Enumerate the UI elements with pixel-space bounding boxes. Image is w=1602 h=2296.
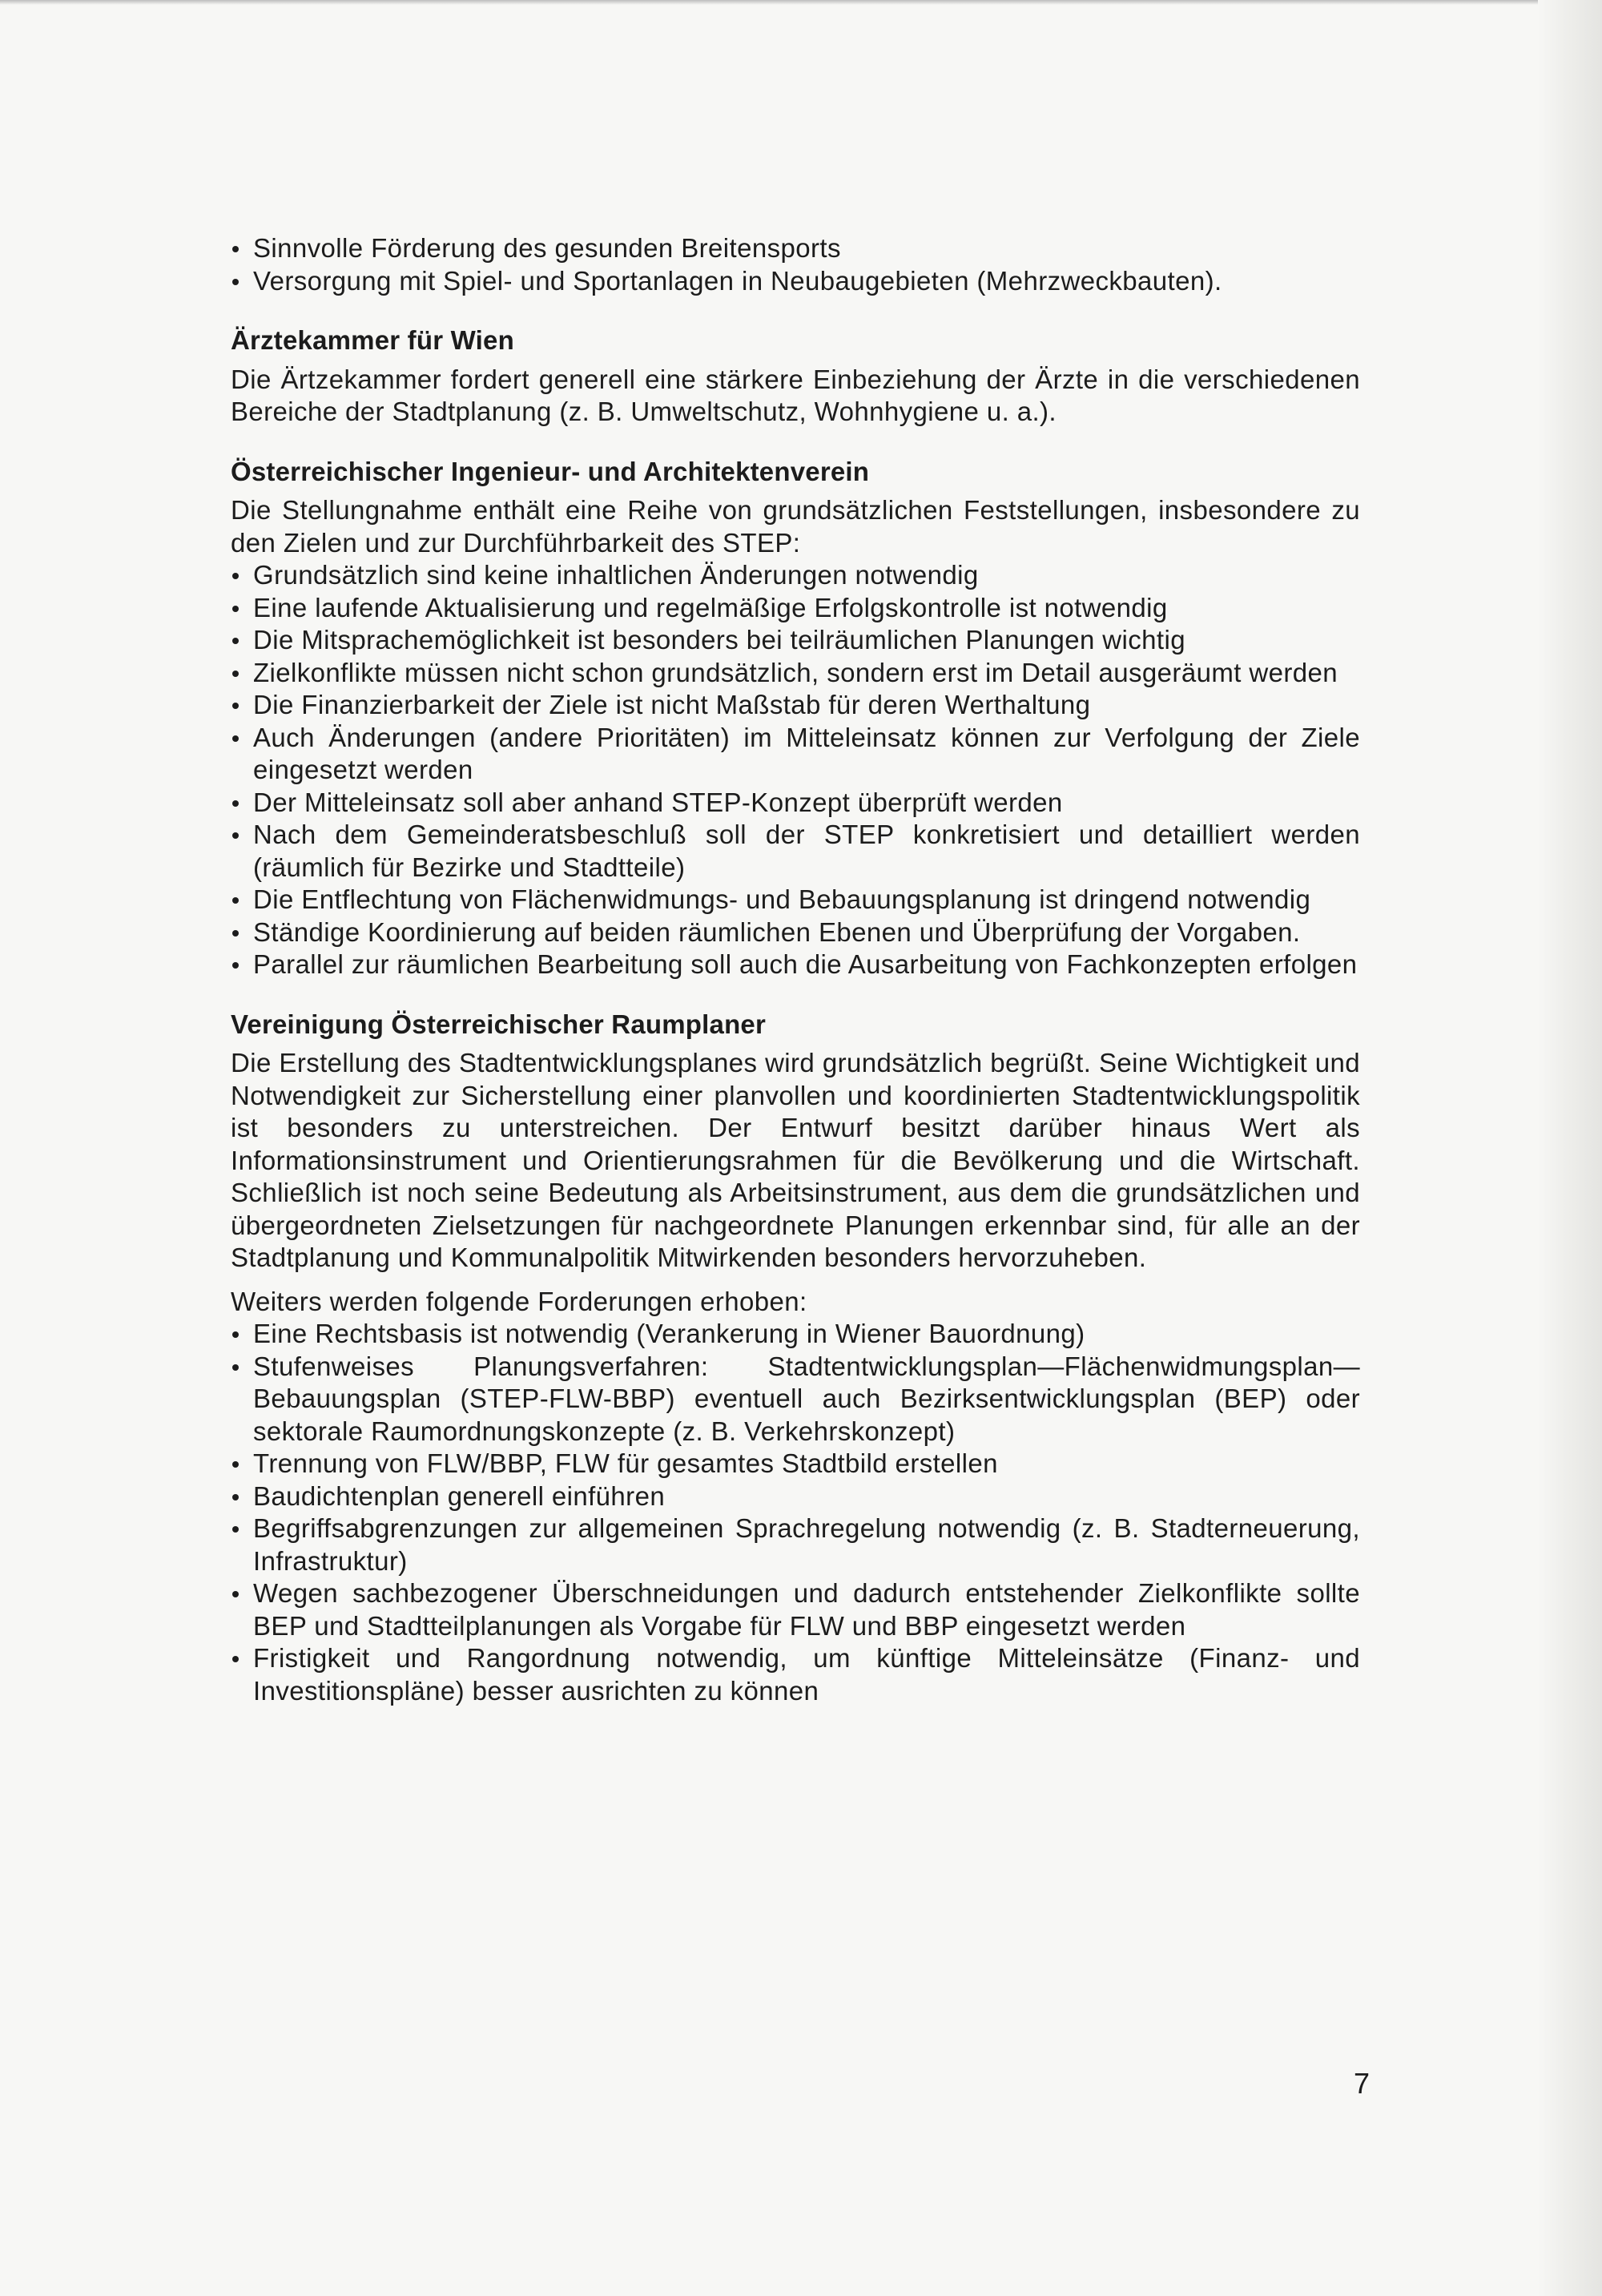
list-item: Die Mitsprachemöglichkeit ist besonders bei teilräumlichen Planungen wichtig — [231, 624, 1360, 657]
intro-bullet-list — [231, 232, 1360, 297]
list-item: Eine Rechtsbasis ist notwendig (Verankerung in Wiener Bauordnung) — [231, 1318, 1360, 1351]
list-item: Fristigkeit und Rangordnung notwendig, um künftige Mitteleinsätze (Finanz- und Investitionspläne) besser ausrichten zu können — [231, 1642, 1360, 1707]
list-item: Grundsätzlich sind keine inhaltlichen Änderungen notwendig — [231, 559, 1360, 592]
list-item: Die Finanzierbarkeit der Ziele ist nicht Maßstab für deren Werthaltung — [231, 689, 1360, 722]
section-heading-oiav: Österreichischer Ingenieur- und Architektenverein — [231, 456, 870, 486]
list-item: Zielkonflikte müssen nicht schon grundsätzlich, sondern erst im Detail ausgeräumt werden — [231, 657, 1360, 690]
oiav-bullet-list — [231, 559, 1360, 981]
list-item: Die Entflechtung von Flächenwidmungs- und Bebauungsplanung ist dringend notwendig — [231, 884, 1360, 916]
list-item: Ständige Koordinierung auf beiden räumlichen Ebenen und Überprüfung der Vorgaben. — [231, 916, 1360, 949]
list-item: Auch Änderungen (andere Prioritäten) im Mitteleinsatz können zur Verfolgung der Ziele eingesetzt werden — [231, 722, 1360, 787]
page-edge — [0, 0, 1602, 5]
list-item: Nach dem Gemeinderatsbeschluß soll der STEP konkretisiert und detailliert werden (räumlich für Bezirke und Stadtteile) — [231, 819, 1360, 884]
raumplaner-bullet-list — [231, 1318, 1360, 1707]
page-number: 7 — [1353, 2067, 1370, 2100]
document-body — [231, 232, 1360, 1707]
list-item: Der Mitteleinsatz soll aber anhand STEP-Konzept überprüft werden — [231, 787, 1360, 820]
list-item: Parallel zur räumlichen Bearbeitung soll auch die Ausarbeitung von Fachkonzepten erfolgen — [231, 949, 1360, 981]
list-item: Stufenweises Planungsverfahren: Stadtentwicklungsplan—Flächenwidmungsplan—Bebauungsplan (STEP-FLW-BBP) eventuell auch Bezirksentwicklungsplan (BEP) oder sektorale Raumordnungskonzepte (z. B. Verkehrskonzept) — [231, 1351, 1360, 1448]
section-paragraph: Weiters werden folgende Forderungen erhoben: — [231, 1286, 807, 1316]
section-paragraph: Die Ärtzekammer fordert generell eine stärkere Einbeziehung der Ärzte in die verschiedenen Bereiche der Stadtplanung (z. B. Umweltschutz, Wohnhygiene u. a.). — [231, 364, 1360, 426]
list-item: Eine laufende Aktualisierung und regelmäßige Erfolgskontrolle ist notwendig — [231, 592, 1360, 625]
section-paragraph: Die Stellungnahme enthält eine Reihe von grundsätzlichen Feststellungen, insbesondere zu den Zielen und zur Durchführbarkeit des STEP: — [231, 495, 1360, 558]
section-heading-aerztekammer: Ärztekammer für Wien — [231, 325, 514, 355]
section-paragraph: Die Erstellung des Stadtentwicklungsplanes wird grundsätzlich begrüßt. Seine Wichtigkeit und Notwendigkeit zur Sicherstellung einer planvollen und koordinierten Stadtentwicklungspolitik ist besonders zu unterstreichen. Der Entwurf besitzt darüber hinaus Wert als Informationsinstrument und Orientierungsrahmen für die Bevölkerung und die Wirtschaft. Schließlich ist noch seine Bedeutung als Arbeitsinstrument, aus dem die grundsätzlichen und übergeordneten Zielsetzungen für nachgeordnete Planungen erkennbar sind, für alle an der Stadtplanung und Kommunalpolitik Mitwirkenden besonders hervorzuheben. — [231, 1048, 1360, 1272]
list-item: Baudichtenplan generell einführen — [231, 1480, 1360, 1513]
list-item: Wegen sachbezogener Überschneidungen und dadurch entstehender Zielkonflikte sollte BEP und Stadtteilplanungen als Vorgabe für FLW und BBP eingesetzt werden — [231, 1577, 1360, 1642]
list-item: Sinnvolle Förderung des gesunden Breitensports — [231, 232, 1360, 265]
list-item: Versorgung mit Spiel- und Sportanlagen in Neubaugebieten (Mehrzweckbauten). — [231, 265, 1360, 298]
section-heading-raumplaner: Vereinigung Österreichischer Raumplaner — [231, 1009, 767, 1039]
page-binding-shadow — [1538, 0, 1602, 2296]
list-item: Begriffsabgrenzungen zur allgemeinen Sprachregelung notwendig (z. B. Stadterneuerung, Infrastruktur) — [231, 1513, 1360, 1577]
list-item: Trennung von FLW/BBP, FLW für gesamtes Stadtbild erstellen — [231, 1448, 1360, 1480]
